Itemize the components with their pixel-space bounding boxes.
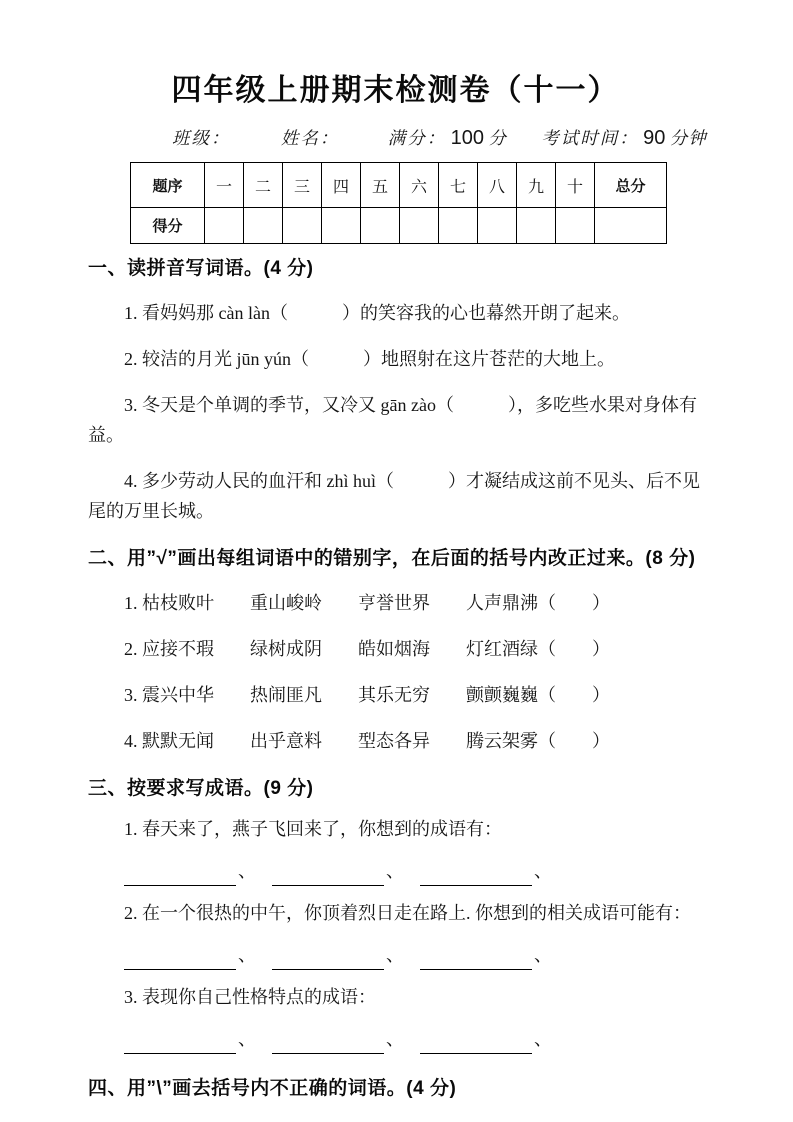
full-score-value: 100	[450, 127, 484, 149]
answer-blank-line	[420, 863, 532, 886]
full-score-label: 满分：	[387, 128, 447, 148]
answer-blank-line	[420, 947, 532, 970]
enumeration-comma: 、	[534, 945, 552, 965]
score-table-header-cell: 五	[361, 163, 400, 208]
enumeration-comma: 、	[386, 1029, 404, 1049]
exam-time-value: 90	[643, 127, 666, 149]
section-3-heading: 三、按要求写成语。(9 分)	[88, 778, 314, 799]
answer-blank-line	[272, 947, 384, 970]
section-3-item-2: 2. 在一个很热的中午，你顶着烈日走在路上. 你想到的相关成语可能有：	[124, 903, 691, 923]
score-cell-empty	[439, 208, 478, 244]
score-table-score-row	[131, 208, 667, 244]
answer-blank-line	[124, 863, 236, 886]
enumeration-comma: 、	[386, 945, 404, 965]
score-cell-empty	[361, 208, 400, 244]
score-table-header-cell: 二	[244, 163, 283, 208]
page-title: 四年级上册期末检测卷（十一）	[171, 74, 620, 107]
section-2-heading: 二、用”√”画出每组词语中的错别字，在后面的括号内改正过来。(8 分)	[88, 548, 696, 569]
exam-info-line	[172, 126, 707, 150]
section-3-item-3: 3. 表现你自己性格特点的成语：	[124, 987, 376, 1007]
enumeration-comma: 、	[534, 1029, 552, 1049]
section-1-item-4: 4. 多少劳动人民的血汗和 zhì huì（ ）才凝结成这前不见头、后不见尾的万里长城。	[88, 471, 700, 521]
answer-blank-line	[124, 1031, 236, 1054]
section-3-item-1: 1. 春天来了，燕子飞回来了，你想到的成语有：	[124, 819, 502, 839]
score-cell-empty	[244, 208, 283, 244]
section-2-item-1: 1. 枯枝败叶 重山峻岭 亨誉世界 人声鼎沸（ ）	[124, 593, 610, 613]
section-4-heading: 四、用”\”画去括号内不正确的词语。(4 分)	[88, 1078, 457, 1099]
class-label: 班级：	[172, 128, 231, 148]
score-table	[130, 162, 667, 244]
score-table-header-cell: 六	[400, 163, 439, 208]
section-2-item-3: 3. 震兴中华 热闹匪凡 其乐无穷 颤颤巍巍（ ）	[124, 685, 610, 705]
score-table-header-cell: 一	[205, 163, 244, 208]
enumeration-comma: 、	[238, 861, 256, 881]
score-table-header-cell: 七	[439, 163, 478, 208]
full-score-unit: 分	[488, 128, 507, 148]
score-table-header-cell: 十	[556, 163, 595, 208]
section-1-heading: 一、读拼音写词语。(4 分)	[88, 258, 314, 279]
score-cell-empty	[595, 208, 667, 244]
enumeration-comma: 、	[238, 945, 256, 965]
score-table-header-cell: 题序	[131, 163, 205, 208]
score-cell-empty	[400, 208, 439, 244]
enumeration-comma: 、	[238, 1029, 256, 1049]
exam-time-label: 考试时间：	[541, 128, 639, 148]
answer-blank-row	[124, 940, 703, 970]
name-label: 姓名：	[280, 128, 340, 148]
score-table-header-cell: 九	[517, 163, 556, 208]
section-2-item-2: 2. 应接不瑕 绿树成阴 皓如烟海 灯红酒绿（ ）	[124, 639, 610, 659]
score-cell-empty	[283, 208, 322, 244]
score-cell-empty	[322, 208, 361, 244]
score-table-header-cell: 三	[283, 163, 322, 208]
section-2-item-4: 4. 默默无闻 出乎意料 型态各异 腾云架雾（ ）	[124, 731, 610, 751]
answer-blank-line	[420, 1031, 532, 1054]
answer-blank-line	[272, 863, 384, 886]
score-cell-empty	[205, 208, 244, 244]
answer-blank-row	[124, 856, 703, 886]
score-cell-empty	[478, 208, 517, 244]
answer-blank-row	[124, 1024, 703, 1054]
answer-blank-line	[124, 947, 236, 970]
enumeration-comma: 、	[534, 861, 552, 881]
exam-time-unit: 分钟	[669, 128, 707, 148]
section-1-item-1: 1. 看妈妈那 càn làn（ ）的笑容我的心也幕然开朗了起来。	[124, 303, 630, 323]
score-table-header-cell: 四	[322, 163, 361, 208]
section-1-item-3: 3. 冬天是个单调的季节，又冷又 gān zào（ ），多吃些水果对身体有益。	[88, 395, 697, 445]
score-table-header-row	[131, 163, 667, 208]
enumeration-comma: 、	[386, 861, 404, 881]
score-table-header-cell: 八	[478, 163, 517, 208]
answer-blank-line	[272, 1031, 384, 1054]
section-1-item-2: 2. 较洁的月光 jūn yún（ ）地照射在这片苍茫的大地上。	[124, 349, 615, 369]
score-row-label: 得分	[131, 208, 205, 244]
score-cell-empty	[517, 208, 556, 244]
score-table-header-cell: 总分	[595, 163, 667, 208]
score-cell-empty	[556, 208, 595, 244]
